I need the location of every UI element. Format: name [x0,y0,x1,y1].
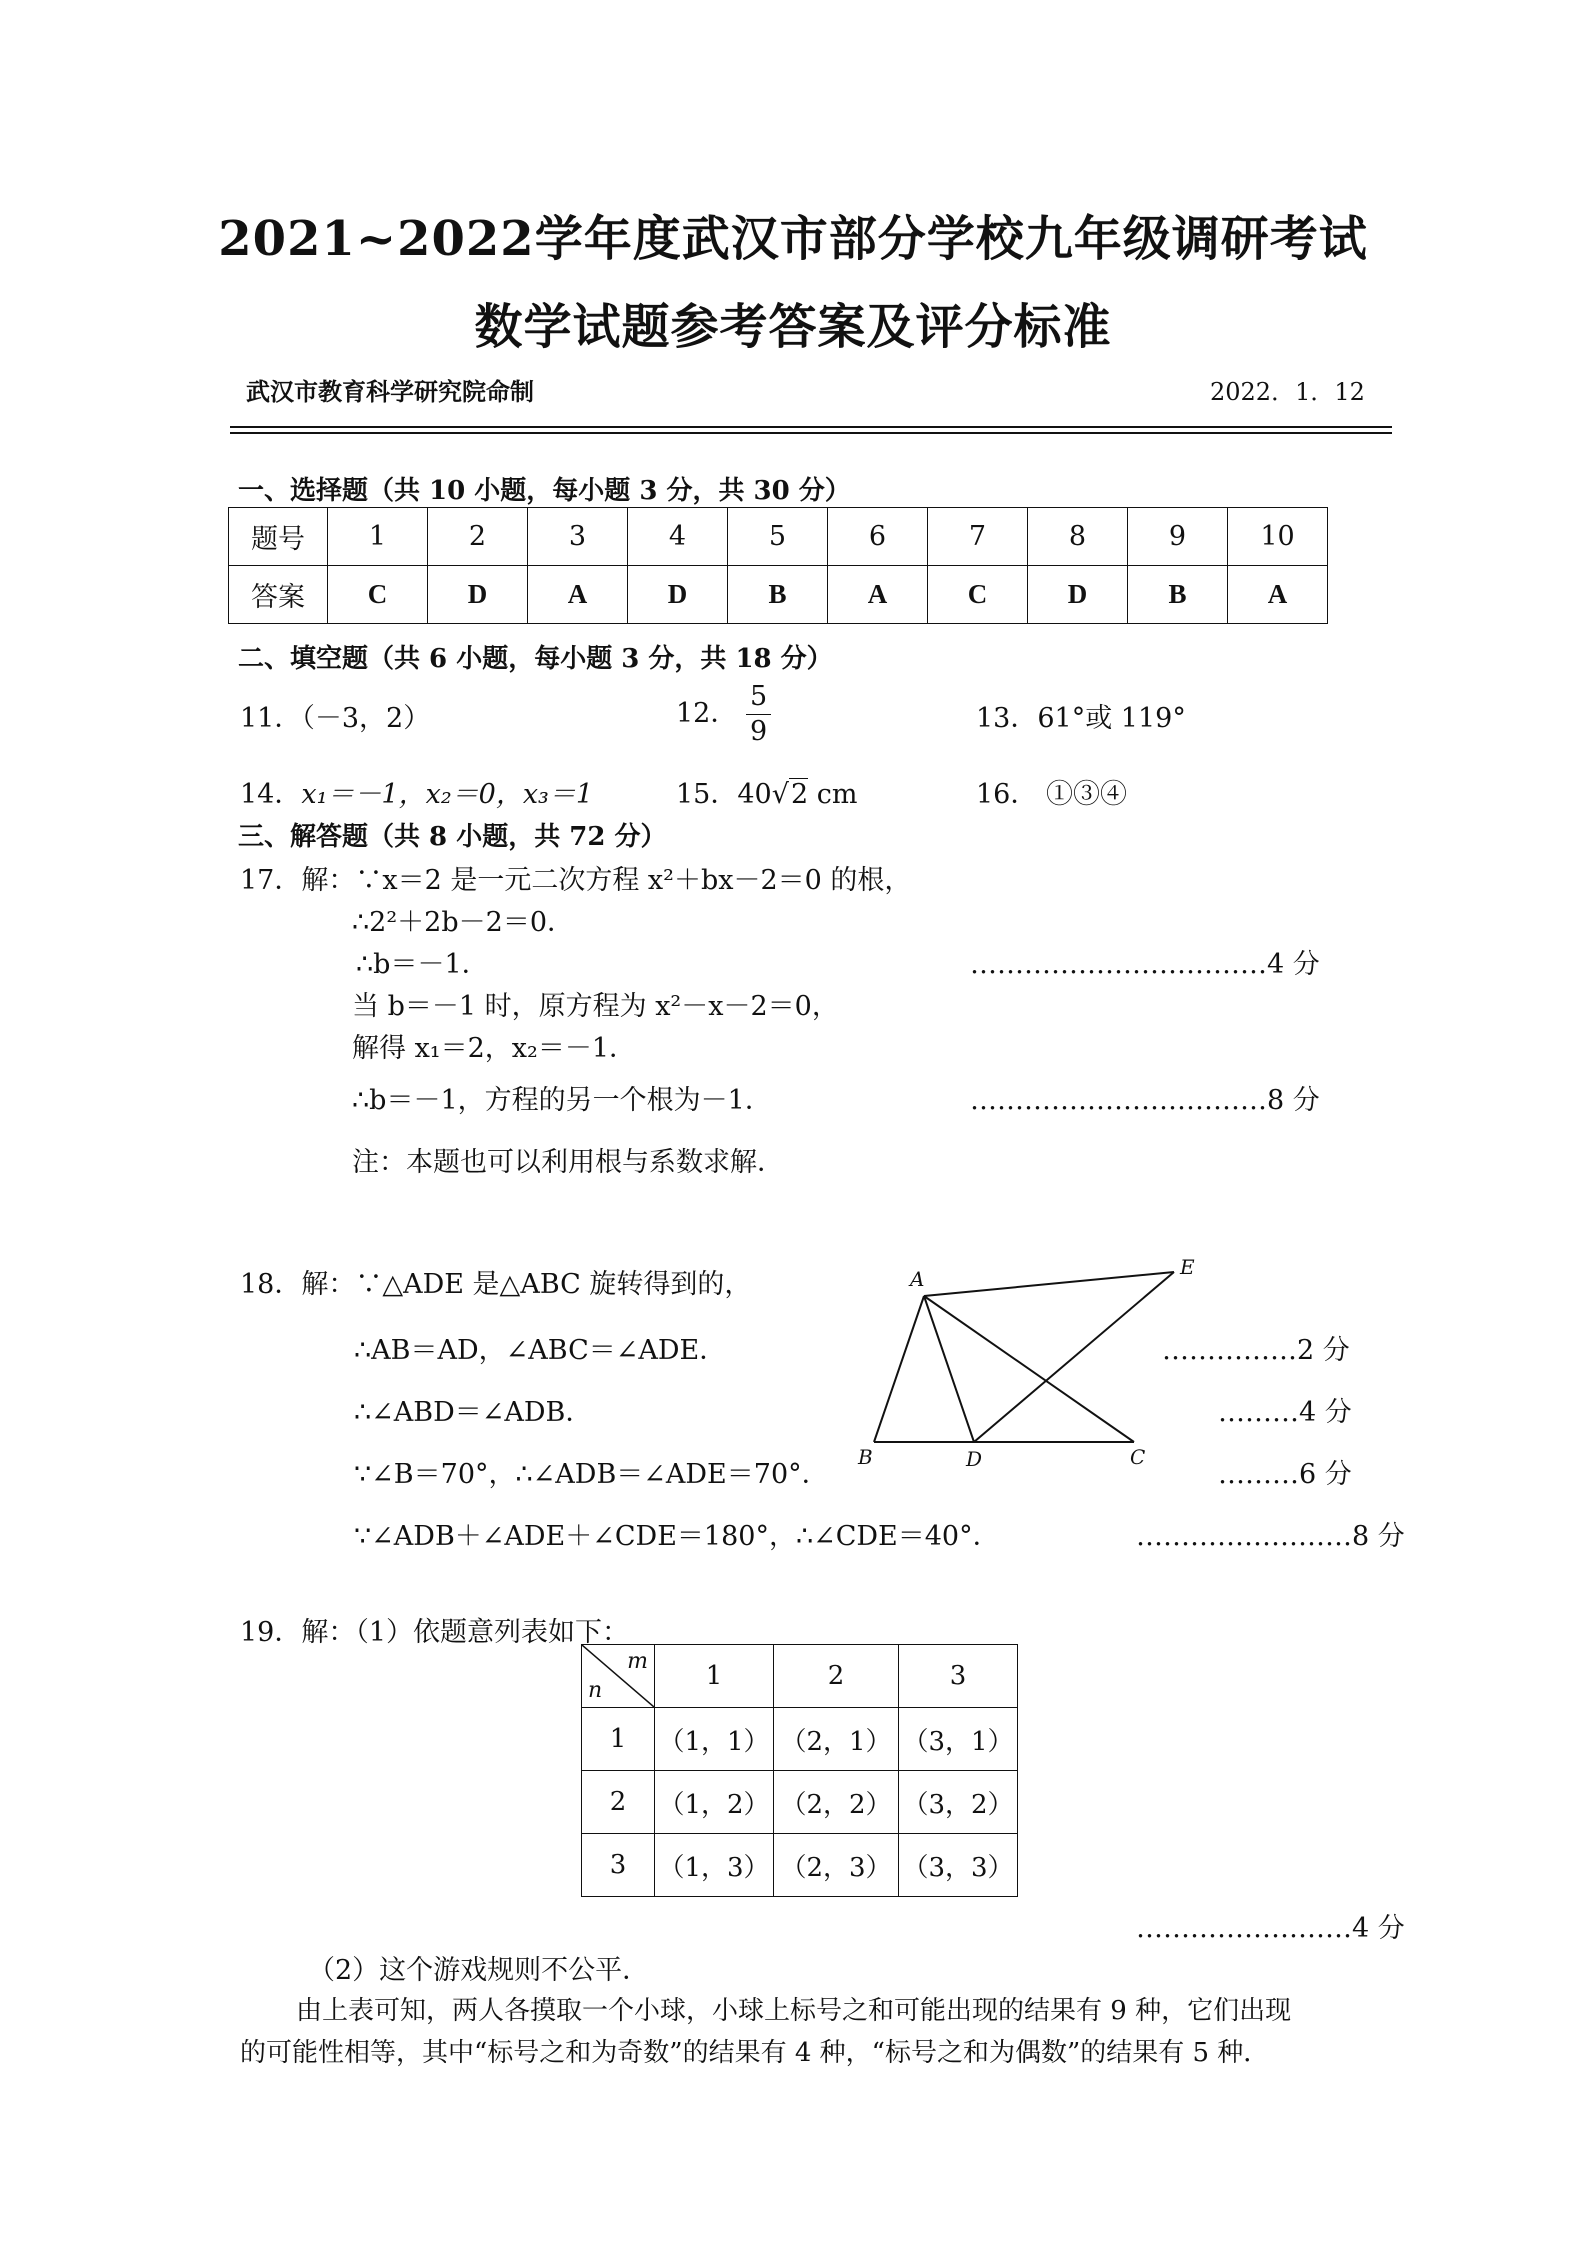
q17-line5: 解得 x₁＝2，x₂＝－1． [352,1033,637,1064]
answer-table-answer-row [229,566,1328,624]
q17-score-4: ……………………………4 分 [970,949,1320,980]
answer-q11: 11．（－3，2） [240,703,431,734]
label-C: C [1130,1445,1146,1469]
outcome-table [581,1644,1018,1897]
outcome-row [582,1771,1018,1834]
q19-line4: 的可能性相等，其中“标号之和为奇数”的结果有 4 种，“标号之和为偶数”的结果有 5 种． [240,2038,1270,2068]
row-header: 1 [582,1708,655,1771]
q17-line6: ∴b＝－1，方程的另一个根为－1． [352,1085,772,1116]
header-rule-top [230,426,1392,428]
segment-AB [874,1296,924,1442]
issuer: 武汉市教育科学研究院命制 [246,377,534,406]
answer-q12 [676,680,771,749]
q18-line3: ∴∠ABD＝∠ADB． [354,1397,593,1428]
sqrt-sign: √ [771,779,789,810]
outcome-cell: （2，1） [774,1708,899,1771]
outcome-header-row [582,1645,1018,1708]
fraction-denominator: 9 [749,715,768,747]
q15-unit: cm [808,779,858,810]
outcome-cell: （3，2） [899,1771,1018,1834]
answer-cell: A [828,566,928,624]
q17-line4: 当 b＝－1 时，原方程为 x²－x－2＝0， [352,991,839,1022]
column-header: 2 [774,1645,899,1708]
answer-cell: B [728,566,828,624]
triangle-rotation-figure [840,1250,1220,1480]
q18-line1: 18．解：∵△ADE 是△ABC 旋转得到的， [240,1269,752,1300]
corner-label-m: m [627,1649,648,1674]
date: 2022．1．12 [1210,378,1365,406]
row-label-answer: 答案 [229,566,328,624]
answer-cell: D [628,566,728,624]
corner-label-n: n [588,1678,603,1703]
q18-score-8: ……………………8 分 [1136,1521,1405,1552]
column-header: 3 [899,1645,1018,1708]
answer-cell: C [928,566,1028,624]
q18-line2: ∴AB＝AD，∠ABC＝∠ADE． [354,1335,727,1366]
outcome-cell: （3，1） [899,1708,1018,1771]
q18-score-4: ………4 分 [1218,1397,1352,1428]
page-title: 2021~2022学年度武汉市部分学校九年级调研考试 [218,211,1368,267]
corner-cell [582,1645,655,1708]
outcome-cell: （2，2） [774,1771,899,1834]
q19-score-4: ……………………4 分 [1136,1913,1405,1944]
question-number: 6 [828,508,928,566]
row-label-number: 题号 [229,508,328,566]
question-number: 9 [1128,508,1228,566]
q12-label: 12． [676,697,738,729]
sqrt-radicand: 2 [790,779,809,810]
page-subtitle: 数学试题参考答案及评分标准 [474,299,1112,355]
q17-line1: 17．解：∵x＝2 是一元二次方程 x²＋bx－2＝0 的根， [240,865,912,896]
q14-roots: x₁＝－1，x₂＝0，x₃＝1 [301,779,594,810]
segment-DE [974,1272,1174,1442]
answer-q14 [240,772,593,811]
answer-q13: 13．61°或 119° [976,703,1186,734]
q18-score-6: ………6 分 [1218,1459,1352,1490]
question-number: 3 [528,508,628,566]
label-B: B [858,1445,873,1469]
q15-label: 15．40 [676,779,772,810]
answer-cell: D [428,566,528,624]
answer-q15 [676,772,857,811]
answer-table-number-row [229,508,1328,566]
row-header: 2 [582,1771,655,1834]
q18-line4: ∵∠B＝70°，∴∠ADB＝∠ADE＝70°． [354,1459,829,1490]
answer-table [228,507,1328,624]
outcome-cell: （2，3） [774,1834,899,1897]
segment-AD [924,1296,974,1442]
outcome-cell: （1，1） [655,1708,774,1771]
answer-cell: B [1128,566,1228,624]
q17-note: 注：本题也可以利用根与系数求解． [352,1147,784,1178]
question-number: 2 [428,508,528,566]
outcome-cell: （3，3） [899,1834,1018,1897]
answer-cell: D [1028,566,1128,624]
outcome-cell: （1，2） [655,1771,774,1834]
q17-score-8: ……………………………8 分 [970,1085,1320,1116]
answer-cell: A [528,566,628,624]
segment-AE [924,1272,1174,1296]
label-D: D [966,1447,983,1471]
column-header: 1 [655,1645,774,1708]
q18-line5: ∵∠ADB＋∠ADE＋∠CDE＝180°，∴∠CDE＝40°． [354,1521,1000,1552]
question-number: 7 [928,508,1028,566]
q18-score-2: ……………2 分 [1162,1335,1350,1366]
label-A: A [910,1267,925,1291]
question-number: 1 [328,508,428,566]
q19-line3: 由上表可知，两人各摸取一个小球，小球上标号之和可能出现的结果有 9 种，它们出现 [296,1996,1292,2026]
question-number: 5 [728,508,828,566]
question-number: 10 [1228,508,1328,566]
header-rule-bottom [230,432,1392,434]
answer-cell: A [1228,566,1328,624]
segment-AC [924,1296,1134,1442]
q19-line1: 19．解：（1）依题意列表如下： [240,1617,630,1648]
answer-cell: C [328,566,428,624]
row-header: 3 [582,1834,655,1897]
section1-title: 一、选择题（共 10 小题，每小题 3 分，共 30 分） [238,476,851,506]
question-number: 4 [628,508,728,566]
q19-line2: （2）这个游戏规则不公平． [308,1955,650,1986]
q14-label: 14． [240,779,302,810]
fraction-numerator: 5 [746,680,771,715]
label-E: E [1180,1255,1195,1279]
q17-line2: ∴2²＋2b－2＝0． [352,907,574,938]
outcome-row [582,1708,1018,1771]
answer-q16: 16． ①③④ [976,779,1127,810]
outcome-row [582,1834,1018,1897]
section2-title: 二、填空题（共 6 小题，每小题 3 分，共 18 分） [238,644,833,674]
fraction-5-9 [746,680,771,749]
section3-title: 三、解答题（共 8 小题，共 72 分） [238,822,667,852]
question-number: 8 [1028,508,1128,566]
q17-line3: ∴b＝－1． [356,949,489,980]
outcome-cell: （1，3） [655,1834,774,1897]
